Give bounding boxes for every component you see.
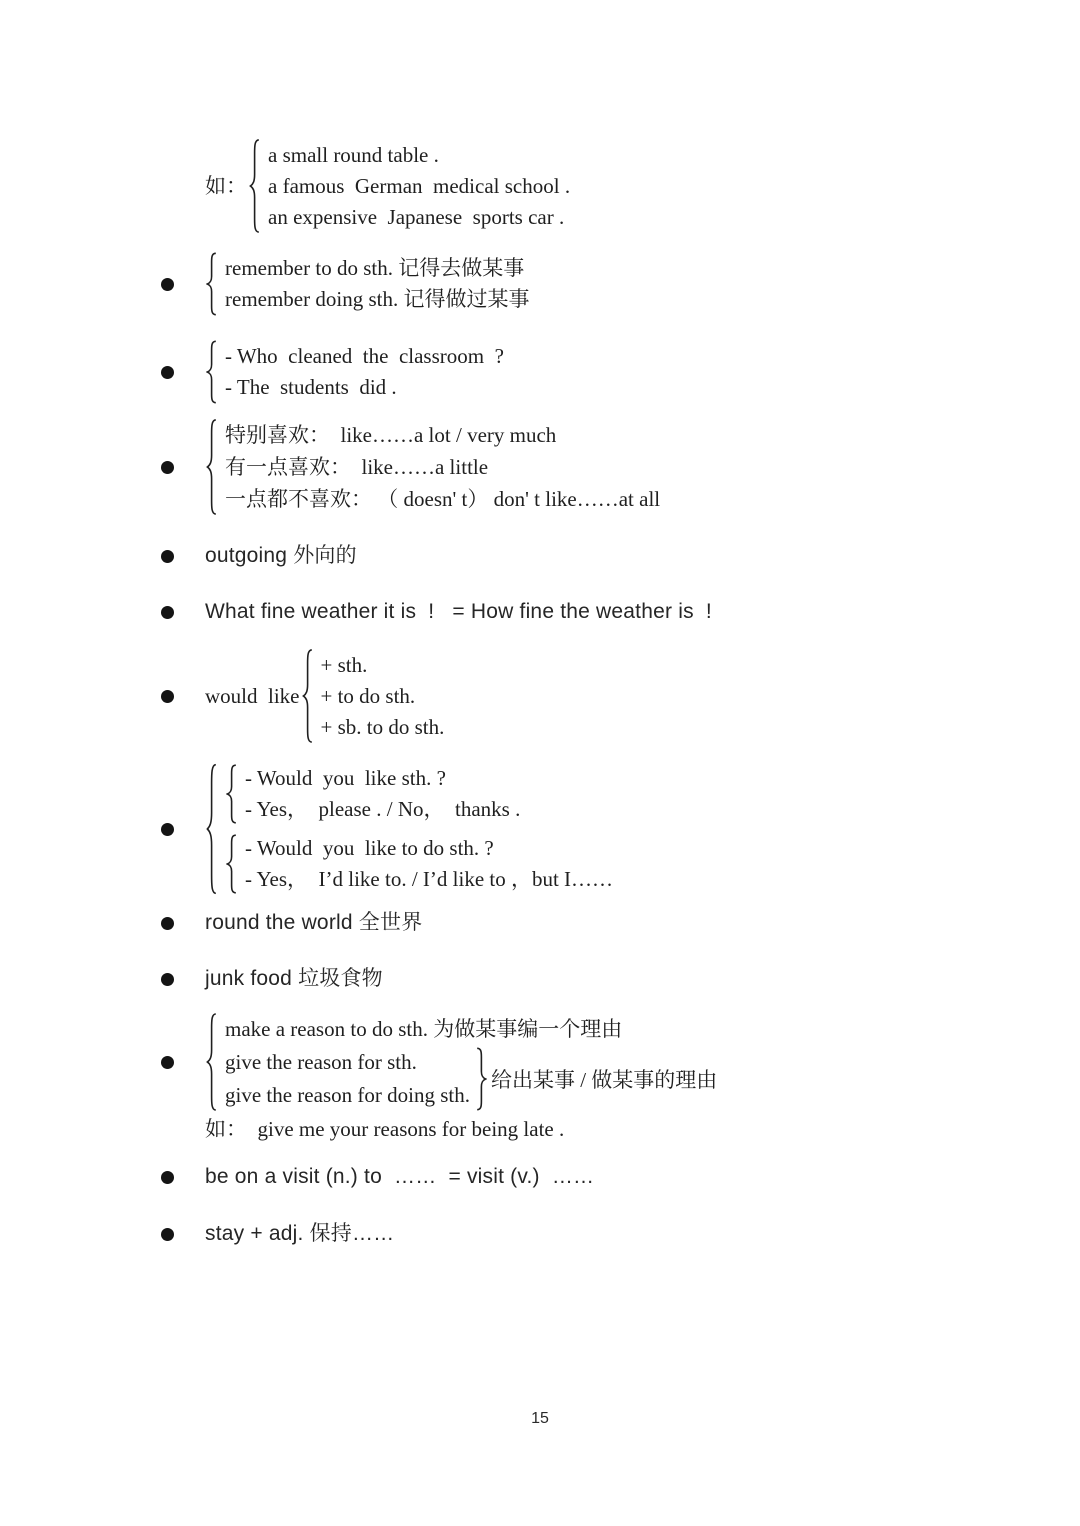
bullet-marker: [161, 278, 174, 291]
remember-line: remember doing sth. 记得做过某事: [225, 287, 530, 311]
would-you-like-block: [161, 762, 613, 896]
like-degrees-lines: [225, 419, 660, 515]
classroom-lines: [225, 341, 504, 403]
classroom-block: [161, 340, 504, 404]
bullet-marker: [161, 1171, 174, 1184]
would-like-line: + sth.: [320, 652, 368, 677]
dialog-group-1: [225, 763, 613, 825]
reason-line: give the reason for doing sth.: [225, 1082, 470, 1107]
example-block: [161, 138, 570, 234]
junk-food-item: [161, 966, 383, 992]
like-degree-line: 有一点喜欢： like……a little: [225, 455, 489, 479]
would-like-lines: [321, 650, 445, 743]
would-like-prefix: would like: [205, 683, 300, 708]
would-like-line: + to do sth.: [320, 683, 416, 708]
like-degree-line: 一点都不喜欢： （ doesn' t） don' t like……at all: [225, 487, 661, 511]
reason-example: 如： give me your reasons for being late .: [205, 1117, 565, 1141]
remember-block: [161, 252, 529, 316]
reason-suffix: 给出某事 / 做某事的理由: [490, 1067, 718, 1092]
dialog-line: - Would you like sth. ?: [245, 766, 446, 790]
bullet-marker: [161, 690, 174, 703]
bullet-marker: [161, 461, 174, 474]
bullet-marker: [161, 550, 174, 563]
dialog-line: - Yes， please . / No， thanks .: [245, 797, 521, 821]
left-brace-icon: [206, 252, 220, 316]
bullet-marker: [161, 1056, 174, 1069]
remember-lines: [225, 253, 529, 315]
outgoing-text: outgoing 外向的: [205, 544, 357, 567]
example-line: an expensive Japanese sports car .: [268, 204, 565, 229]
would-like-line: + sb. to do sth.: [320, 714, 445, 739]
weather-item: [161, 599, 712, 625]
left-brace-icon: [206, 762, 220, 896]
example-line: a small round table .: [268, 142, 439, 167]
outgoing-item: [161, 543, 357, 569]
dialog-line: - Yes， I’d like to. / I’d like to ，but I……: [245, 867, 614, 891]
classroom-line: - The students did .: [225, 375, 397, 399]
junk-food-text: junk food 垃圾食物: [205, 967, 383, 990]
dialog-line: - Would you like to do sth. ?: [245, 836, 494, 860]
page-number: 15: [531, 1410, 549, 1427]
bullet-marker: [161, 973, 174, 986]
visit-item: [161, 1164, 594, 1190]
left-brace-icon: [249, 138, 263, 234]
classroom-line: - Who cleaned the classroom ?: [225, 344, 504, 368]
left-brace-icon: [206, 340, 220, 404]
round-world-text: round the world 全世界: [205, 911, 423, 934]
reason-line: give the reason for sth.: [225, 1049, 417, 1074]
bullet-marker: [161, 1228, 174, 1241]
bullet-marker: [161, 366, 174, 379]
reason-block: [161, 1012, 717, 1112]
left-brace-icon: [226, 834, 240, 894]
stay-item: [161, 1221, 394, 1247]
stay-text: stay + adj. 保持……: [205, 1222, 395, 1245]
example-prefix: 如：: [205, 173, 247, 198]
dialog-group-2: [225, 833, 613, 895]
round-world-item: [161, 910, 422, 936]
bullet-marker: [161, 606, 174, 619]
would-like-block: [161, 648, 444, 744]
like-degrees-block: [161, 418, 660, 516]
dialog-groups: [225, 763, 613, 895]
like-degree-line: 特别喜欢： like……a lot / very much: [225, 423, 557, 447]
left-brace-icon: [226, 764, 240, 824]
weather-text: What fine weather it is ! = How fine the weather is !: [205, 600, 712, 623]
left-brace-icon: [206, 1012, 220, 1112]
visit-text: be on a visit (n.) to …… = visit (v.) ……: [205, 1165, 595, 1188]
bullet-marker: [161, 823, 174, 836]
reason-lines: [225, 1013, 717, 1112]
example-line: a famous German medical school .: [268, 173, 571, 198]
bullet-marker: [161, 917, 174, 930]
example-lines: [268, 140, 570, 233]
left-brace-icon: [206, 418, 220, 516]
reason-line: make a reason to do sth. 为做某事编一个理由: [225, 1016, 623, 1041]
right-brace-icon: [473, 1047, 487, 1111]
left-brace-icon: [302, 648, 316, 744]
remember-line: remember to do sth. 记得去做某事: [225, 256, 525, 280]
reason-subgroup: [225, 1046, 717, 1112]
